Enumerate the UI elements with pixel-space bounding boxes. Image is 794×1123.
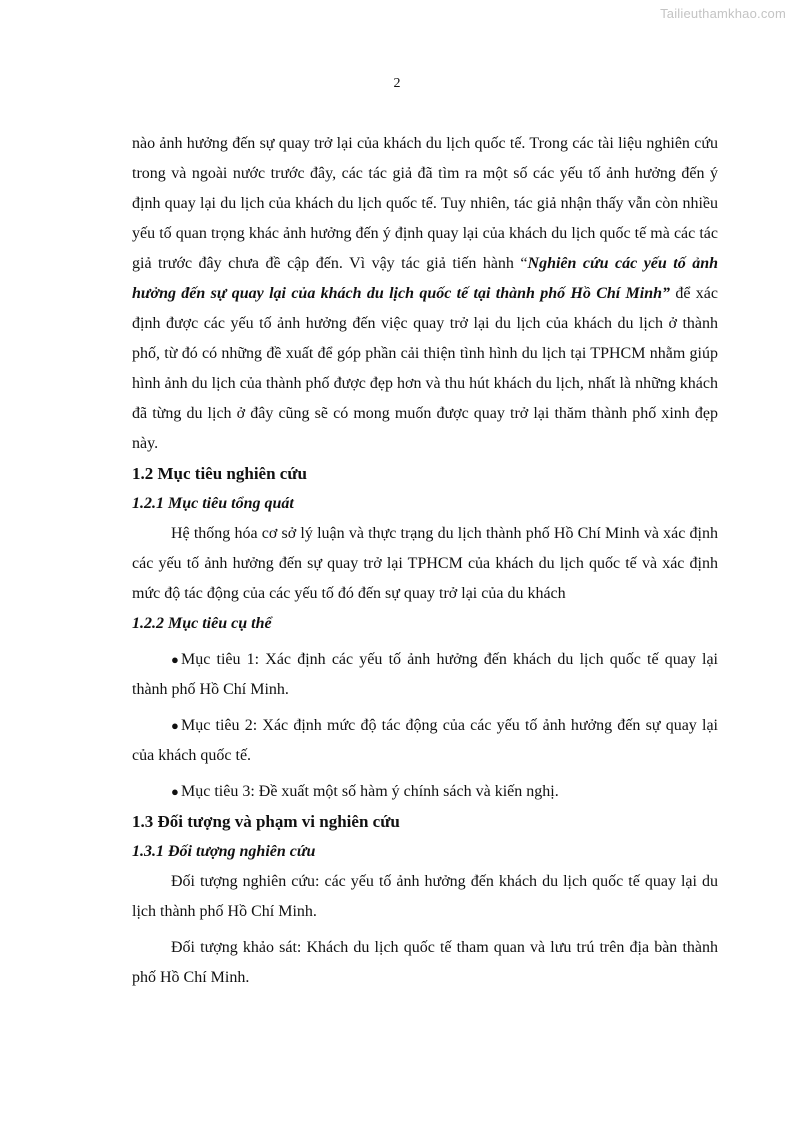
objective-bullet-1 [132, 645, 718, 705]
objective-bullet-3 [132, 777, 718, 807]
intro-text-part2: để xác định được các yếu tố ảnh hưởng đến việc quay trở lại du lịch của khách du lịch ở thành phố, từ đó có những đề xuất để góp phần cải thiện tình hình du lịch tại TPHCM nhằm giúp hình ảnh du lịch của thành phố được đẹp hơn và thu hút khách du lịch, nhất là những khách đã từng du lịch ở đây cũng sẽ có mong muốn được quay trở lại thăm thành phố xinh đẹp này. [132, 285, 718, 452]
bullet-icon: ● [171, 652, 179, 667]
section-heading-1-2: 1.2 Mục tiêu nghiên cứu [132, 464, 308, 483]
objective-bullet-2 [132, 711, 718, 771]
research-subject-paragraph: Đối tượng nghiên cứu: các yếu tố ảnh hưởng đến khách du lịch quốc tế quay lại du lịch thành phố Hồ Chí Minh. [132, 873, 718, 920]
subsection-heading-1-3-1: 1.3.1 Đối tượng nghiên cứu [132, 843, 316, 860]
intro-text-part1: nào ảnh hưởng đến sự quay trở lại của khách du lịch quốc tế. Trong các tài liệu nghiên cứu trong và ngoài nước trước đây, các tác giả đã tìm ra một số các yếu tố ảnh hưởng đến ý định quay lại du lịch của khách du lịch quốc tế. Tuy nhiên, tác giả nhận thấy vẫn còn nhiều yếu tố quan trọng khác ảnh hưởng đến ý định quay lại của khách du lịch quốc tế mà các tác giả trước đây chưa đề cập đến. Vì vậy tác giả tiến hành “ [132, 135, 718, 272]
document-body [132, 129, 718, 993]
general-objective-paragraph: Hệ thống hóa cơ sở lý luận và thực trạng du lịch thành phố Hồ Chí Minh và xác định các yếu tố ảnh hưởng đến sự quay trở lại TPHCM của khách du lịch quốc tế và xác định mức độ tác động của các yếu tố đó đến sự quay trở lại của du khách [132, 525, 718, 602]
study-title-emphasis: Nghiên cứu các yếu tố ảnh hưởng đến sự quay lại của khách du lịch quốc tế tại thành phố Hồ Chí Minh” [132, 255, 719, 302]
page-number: 2 [393, 76, 401, 91]
survey-subject-paragraph: Đối tượng khảo sát: Khách du lịch quốc tế tham quan và lưu trú trên địa bàn thành phố Hồ Chí Minh. [132, 939, 718, 986]
subsection-heading-1-2-1: 1.2.1 Mục tiêu tổng quát [132, 495, 294, 512]
section-heading-1-3: 1.3 Đối tượng và phạm vi nghiên cứu [132, 812, 400, 831]
watermark: Tailieuthamkhao.com [660, 6, 786, 21]
objective-text-1: Mục tiêu 1: Xác định các yếu tố ảnh hưởng đến khách du lịch quốc tế quay lại thành phố Hồ Chí Minh. [132, 651, 718, 698]
objective-text-2: Mục tiêu 2: Xác định mức độ tác động của các yếu tố ảnh hưởng đến sự quay lại của khách quốc tế. [132, 717, 718, 764]
bullet-icon: ● [171, 784, 179, 799]
intro-paragraph [132, 129, 718, 459]
objective-text-3: Mục tiêu 3: Đề xuất một số hàm ý chính sách và kiến nghị. [181, 783, 559, 800]
bullet-icon: ● [171, 718, 179, 733]
subsection-heading-1-2-2: 1.2.2 Mục tiêu cụ thể [132, 615, 272, 632]
